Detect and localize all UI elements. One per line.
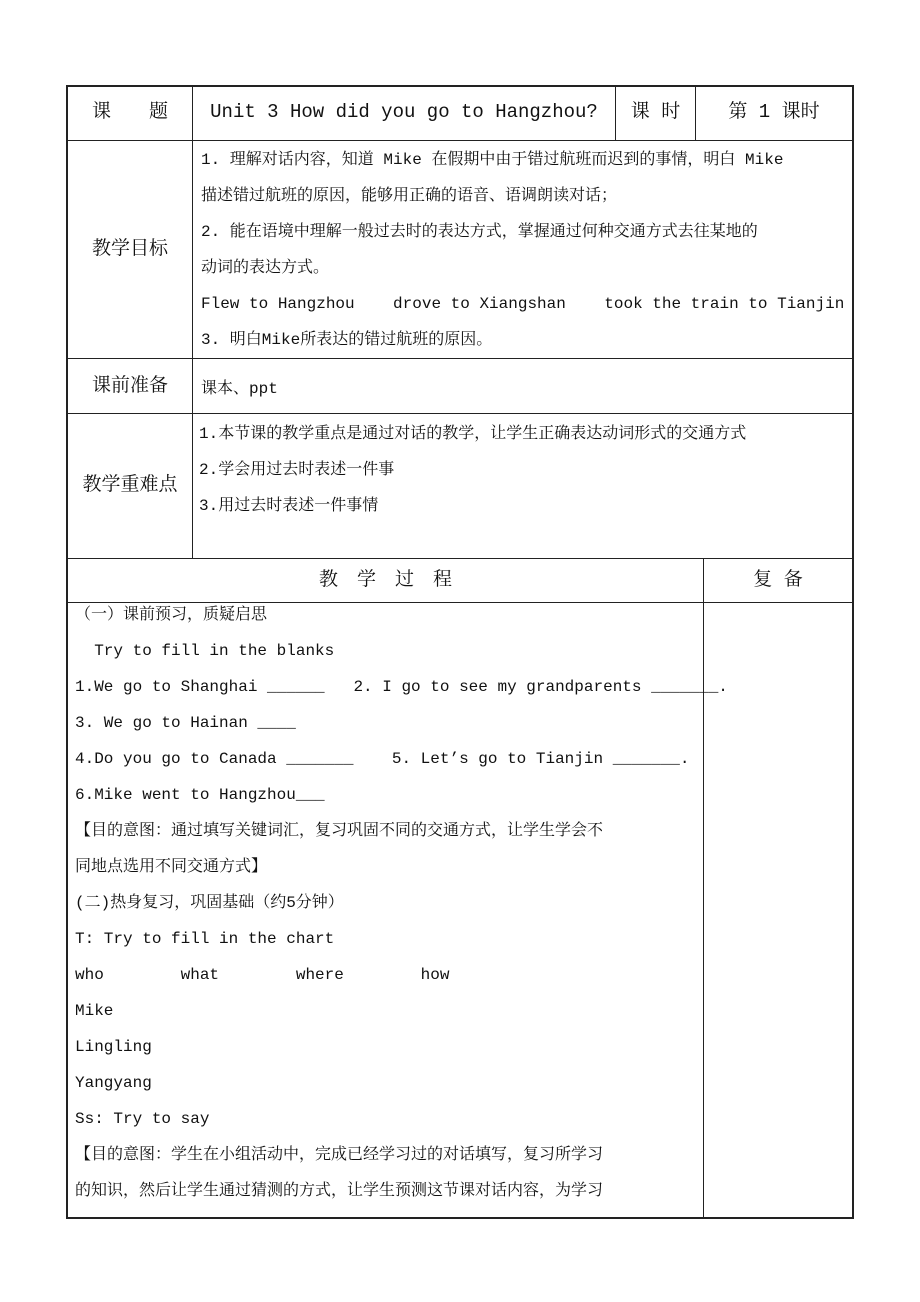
key-points-label: 教学重难点: [82, 474, 178, 496]
process-line: 1.We go to Shanghai ______ 2. I go to see my grandparents _______.: [75, 678, 728, 696]
process-line: 的知识，然后让学生通过猜测的方式，让学生预测这节课对话内容，为学习: [75, 1182, 604, 1200]
objective-line: 2. 能在语境中理解一般过去时的表达方式，掌握通过何种交通方式去往某地的: [201, 223, 758, 241]
col-divider: [192, 85, 193, 558]
objective-line: Flew to Hangzhou drove to Xiangshan took the train to Tianjin: [201, 295, 845, 313]
objective-line: 描述错过航班的原因，能够用正确的语音、语调朗读对话；: [201, 187, 618, 205]
topic-label: 课 题: [91, 101, 168, 123]
row-divider: [66, 140, 854, 141]
key-point-line: 2.学会用过去时表述一件事: [199, 461, 395, 479]
process-line: T: Try to fill in the chart: [75, 930, 335, 948]
process-line: 【目的意图：学生在小组活动中，完成已经学习过的对话填写，复习所学习: [75, 1146, 604, 1164]
process-line: 同地点选用不同交通方式】: [75, 858, 268, 876]
preparation-value: 课本、ppt: [201, 380, 278, 398]
row-divider: [66, 413, 854, 414]
period-value: 第 1 课时: [728, 101, 820, 123]
process-line: (二)热身复习，巩固基础（约5分钟）: [75, 894, 344, 912]
process-line: 3. We go to Hainan ____: [75, 714, 296, 732]
process-line: who what where how: [75, 966, 450, 984]
topic-value: Unit 3 How did you go to Hangzhou?: [210, 101, 598, 123]
objective-line: 动词的表达方式。: [201, 259, 330, 277]
process-line: Yangyang: [75, 1074, 152, 1092]
process-line: 4.Do you go to Canada _______ 5. Let’s go to Tianjin _______.: [75, 750, 690, 768]
review-label: 复 备: [753, 569, 803, 591]
table-border-top: [66, 85, 854, 87]
period-label: 课 时: [630, 101, 681, 123]
row-divider: [66, 358, 854, 359]
preparation-label: 课前准备: [91, 375, 168, 397]
process-line: Try to fill in the blanks: [75, 642, 335, 660]
objectives-label: 教学目标: [91, 238, 168, 260]
process-line: Mike: [75, 1002, 114, 1020]
process-line: （一）课前预习，质疑启思: [75, 606, 268, 624]
process-line: 6.Mike went to Hangzhou___: [75, 786, 325, 804]
key-point-line: 1.本节课的教学重点是通过对话的教学，让学生正确表达动词形式的交通方式: [199, 425, 747, 443]
row-divider: [66, 558, 854, 559]
objective-line: 1. 理解对话内容，知道 Mike 在假期中由于错过航班而迟到的事情，明白 Mike: [201, 151, 784, 169]
process-line: Ss: Try to say: [75, 1110, 210, 1128]
objective-line: 3. 明白Mike所表达的错过航班的原因。: [201, 331, 493, 349]
row-divider: [66, 602, 854, 603]
col-divider: [703, 558, 704, 1218]
process-line: 【目的意图：通过填写关键词汇，复习巩固不同的交通方式，让学生学会不: [75, 822, 604, 840]
process-label: 教 学 过 程: [318, 569, 452, 591]
process-line: Lingling: [75, 1038, 152, 1056]
table-border-right: [852, 85, 854, 1219]
key-point-line: 3.用过去时表述一件事情: [199, 497, 379, 515]
table-border-bottom: [66, 1217, 854, 1219]
